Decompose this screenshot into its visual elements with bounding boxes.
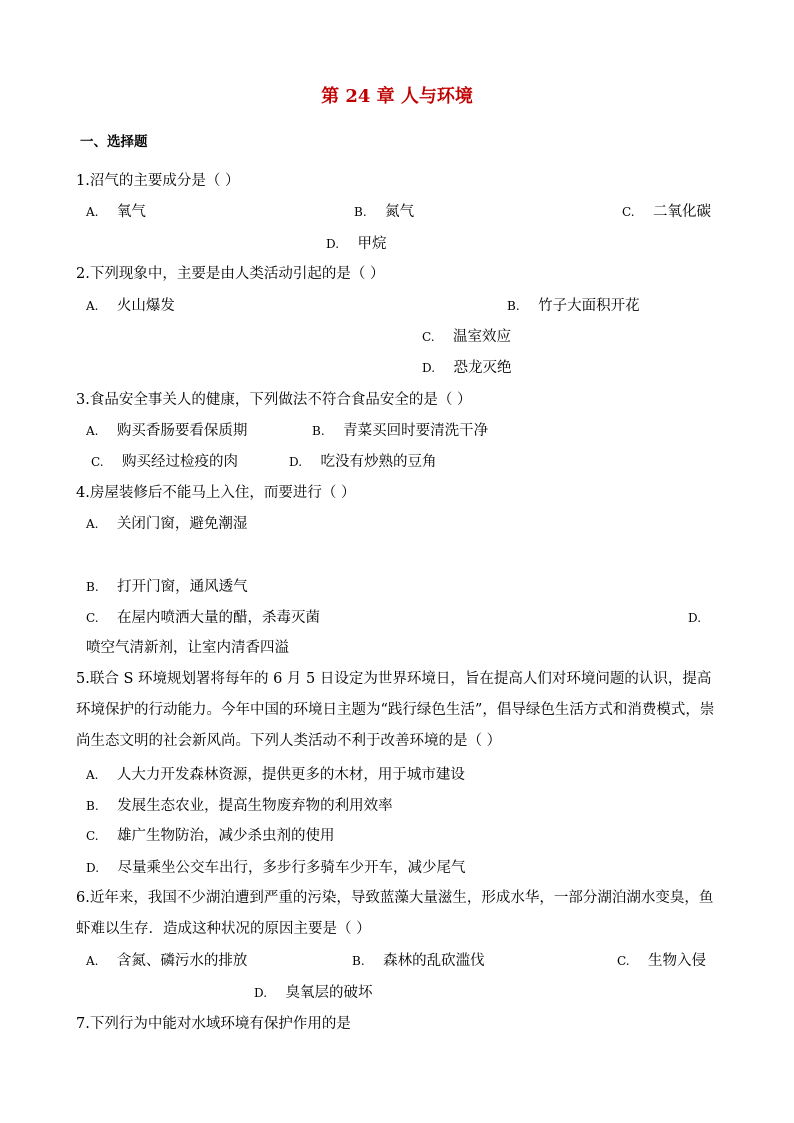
q3-option-b[interactable] [312, 422, 488, 440]
option-text: 温室效应 [453, 329, 512, 345]
q6-option-d[interactable] [254, 984, 372, 1002]
q1-option-c[interactable] [622, 203, 711, 221]
page-title: 第 24 章 人与环境 [321, 86, 473, 107]
q4-option-c[interactable] [86, 609, 320, 627]
q3-option-a[interactable] [86, 422, 247, 440]
q1-option-d[interactable] [326, 235, 386, 253]
q1-option-a[interactable] [86, 203, 146, 221]
option-letter: C. [622, 205, 635, 219]
option-letter: C. [86, 611, 99, 625]
question-7-stem: 7.下列行为中能对水域环境有保护作用的是 [76, 1016, 351, 1032]
q3-option-c[interactable] [91, 453, 238, 471]
option-text: 尽量乘坐公交车出行，多步行多骑车少开车，减少尾气 [117, 860, 466, 876]
option-letter: C. [617, 954, 630, 968]
option-letter: A. [86, 517, 99, 531]
option-text: 甲烷 [357, 236, 387, 252]
question-6-stem: 6.近年来，我国不少湖泊遭到严重的污染，导致蓝藻大量滋生，形成水华，一部分湖泊湖水变臭，鱼虾难以生存．造成这种状况的原因主要是（ ） [76, 890, 714, 937]
option-text: 发展生态农业，提高生物废弃物的利用效率 [117, 798, 393, 814]
q4-option-d-letter[interactable] [688, 609, 701, 627]
option-text: 青菜买回时要清洗干净 [343, 423, 489, 439]
option-letter: A. [86, 205, 99, 219]
option-text: 森林的乱砍滥伐 [383, 953, 485, 969]
option-letter: C. [422, 330, 435, 344]
option-letter: D. [254, 986, 268, 1000]
question-3-stem: 3.食品安全事关人的健康，下列做法不符合食品安全的是（ ） [76, 392, 472, 408]
option-text: 人大力开发森林资源，提供更多的木材，用于城市建设 [116, 767, 465, 783]
q2-option-b[interactable] [507, 297, 640, 315]
option-letter: B. [86, 580, 99, 594]
question-4-stem: 4.房屋装修后不能马上入住，而要进行（ ） [76, 485, 356, 501]
option-text: 火山爆发 [116, 298, 175, 314]
q1-option-b[interactable] [354, 203, 414, 221]
option-text: 恐龙灭绝 [453, 360, 512, 376]
option-text: 氧气 [116, 204, 146, 220]
option-letter: A. [86, 299, 99, 313]
q5-option-d[interactable] [86, 859, 465, 877]
q2-option-a[interactable] [86, 297, 175, 315]
option-letter: B. [312, 424, 325, 438]
option-letter: D. [326, 237, 340, 251]
q4-option-b[interactable] [86, 578, 248, 596]
option-text: 在屋内喷洒大量的醋，杀毒灭菌 [117, 610, 321, 626]
option-text: 氮气 [385, 204, 415, 220]
option-text: 含氮、磷污水的排放 [116, 953, 248, 969]
q5-option-a[interactable] [86, 766, 465, 784]
option-text: 雄广生物防治，减少杀虫剂的使用 [117, 828, 335, 844]
option-letter: B. [352, 954, 365, 968]
option-letter: A. [86, 954, 99, 968]
option-letter: D. [289, 455, 303, 469]
option-letter: B. [86, 799, 99, 813]
q6-option-a[interactable] [86, 952, 247, 970]
question-2-stem: 2.下列现象中，主要是由人类活动引起的是（ ） [76, 266, 385, 282]
section-heading: 一、选择题 [80, 134, 148, 150]
option-text: 购买经过检疫的肉 [122, 454, 239, 470]
q4-option-d-text[interactable]: 喷空气清新剂，让室内清香四溢 [86, 640, 289, 656]
q2-option-d[interactable] [422, 359, 511, 377]
option-text: 吃没有炒熟的豆角 [320, 454, 437, 470]
option-text: 竹子大面积开花 [538, 298, 640, 314]
q5-option-c[interactable] [86, 827, 335, 845]
option-letter: A. [86, 424, 99, 438]
question-1-stem: 1.沼气的主要成分是（ ） [76, 173, 240, 189]
q3-option-d[interactable] [289, 453, 436, 471]
option-text: 二氧化碳 [653, 204, 712, 220]
q6-option-b[interactable] [352, 952, 485, 970]
q4-option-a[interactable] [86, 515, 247, 533]
option-letter: D. [422, 361, 436, 375]
option-letter: D. [86, 861, 100, 875]
option-letter: D. [688, 611, 702, 625]
option-letter: B. [354, 205, 367, 219]
q5-option-b[interactable] [86, 797, 393, 815]
q2-option-c[interactable] [422, 328, 511, 346]
option-letter: C. [91, 455, 104, 469]
option-letter: B. [507, 299, 520, 313]
q6-option-c[interactable] [617, 952, 706, 970]
option-text: 关闭门窗，避免潮湿 [116, 516, 248, 532]
option-text: 打开门窗，通风透气 [117, 579, 248, 595]
option-text: 购买香肠要看保质期 [116, 423, 248, 439]
option-text: 臭氧层的破坏 [285, 985, 373, 1001]
question-5-stem: 5.联合 S 环境规划署将每年的 6 月 5 日设定为世界环境日，旨在提高人们对环境问题的认识，提高环境保护的行动能力。今年中国的环境日主题为“践行绿色生活”，倡导绿色生活方式和消费模式，崇尚生态文明的社会新风尚。下列人类活动不利于改善环境的是（ ） [76, 671, 715, 749]
option-text: 生物入侵 [648, 953, 707, 969]
option-letter: C. [86, 829, 99, 843]
option-letter: A. [86, 768, 99, 782]
